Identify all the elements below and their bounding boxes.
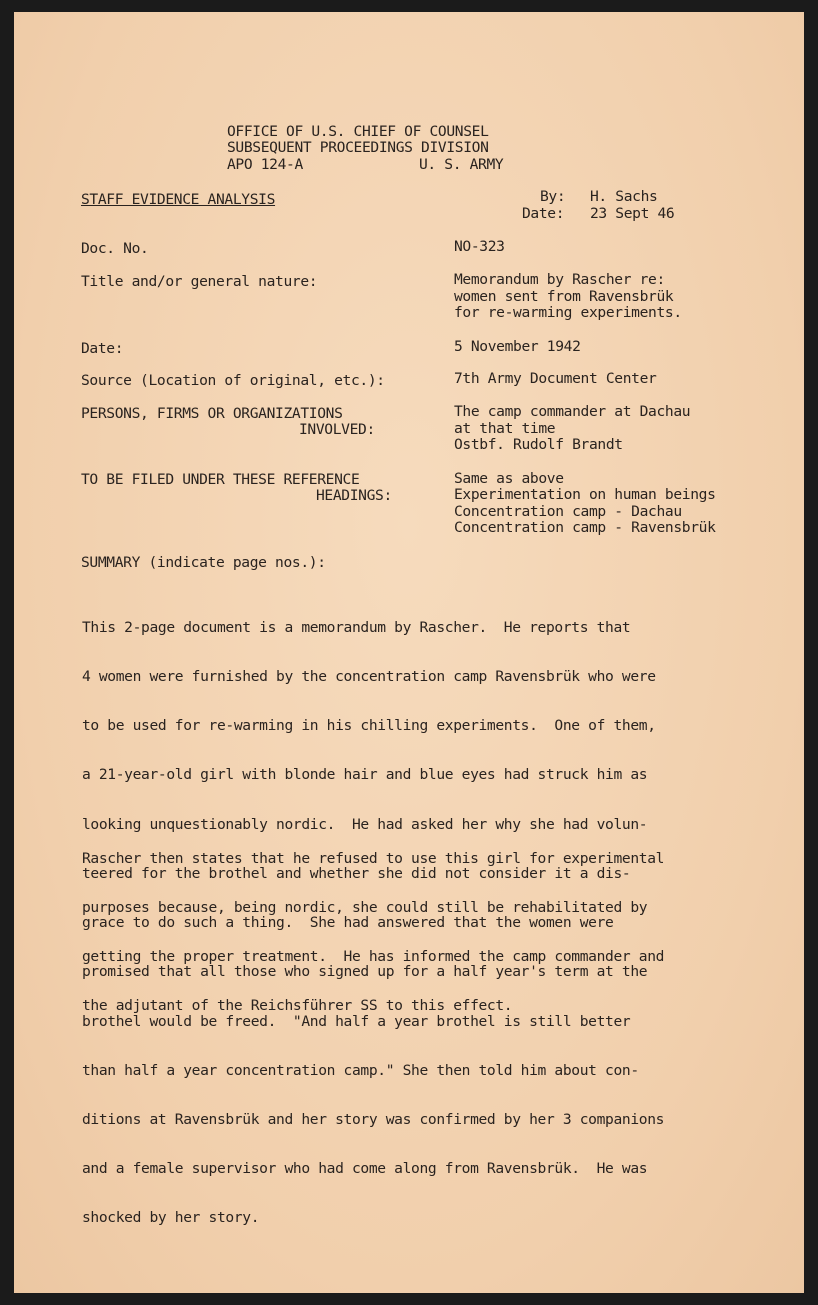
header-office: OFFICE OF U.S. CHIEF OF COUNSEL: [227, 123, 489, 140]
summary-paragraph-2: [82, 815, 782, 1048]
header-army: U. S. ARMY: [419, 156, 504, 173]
source-label: Source (Location of original, etc.):: [81, 372, 385, 389]
persons-value-line: Ostbf. Rudolf Brandt: [454, 436, 623, 453]
filed-value-line: Concentration camp - Dachau: [454, 503, 682, 520]
title-value-line: Memorandum by Rascher re:: [454, 271, 665, 288]
doc-no-label: Doc. No.: [81, 240, 149, 257]
summary-line: the adjutant of the Reichsführer SS to this effect.: [82, 997, 513, 1015]
date-value: 23 Sept 46: [590, 205, 675, 222]
summary-line: teered for the brothel and whether she did not consider it a dis-: [82, 864, 631, 882]
title-label: Title and/or general nature:: [81, 273, 318, 290]
filed-value-line: Experimentation on human beings: [454, 486, 716, 503]
document-page: [14, 12, 804, 1293]
summary-line: to be used for re-warming in his chilling experiments. One of them,: [82, 717, 656, 735]
filed-label: TO BE FILED UNDER THESE REFERENCE: [81, 471, 360, 488]
filed-value-line: Same as above: [454, 470, 564, 487]
summary-line: and a female supervisor who had come along from Ravensbrük. He was: [82, 1160, 648, 1178]
summary-line: shocked by her story.: [82, 1209, 260, 1227]
persons-label-involved: INVOLVED:: [299, 421, 375, 438]
header-division: SUBSEQUENT PROCEEDINGS DIVISION: [227, 139, 489, 156]
summary-line: 4 women were furnished by the concentration camp Ravensbrük who were: [82, 668, 656, 686]
filed-value-line: Concentration camp - Ravensbrük: [454, 519, 716, 536]
persons-label: PERSONS, FIRMS OR ORGANIZATIONS: [81, 405, 343, 422]
analysis-title: STAFF EVIDENCE ANALYSIS: [81, 191, 276, 208]
date-label: Date:: [522, 205, 565, 222]
by-value: H. Sachs: [590, 188, 658, 205]
summary-line: grace to do such a thing. She had answered that the women were: [82, 914, 614, 932]
summary-line: brothel would be freed. "And half a year brothel is still better: [82, 1012, 631, 1030]
by-label: By:: [540, 188, 566, 205]
summary-line: promised that all those who signed up for a half year's term at the: [82, 963, 648, 981]
doc-date-label: Date:: [81, 340, 124, 357]
doc-date-value: 5 November 1942: [454, 338, 581, 355]
persons-value-line: The camp commander at Dachau: [454, 403, 691, 420]
source-value: 7th Army Document Center: [454, 370, 657, 387]
summary-line: a 21-year-old girl with blonde hair and blue eyes had struck him as: [82, 766, 648, 784]
doc-no-value: NO-323: [454, 238, 505, 255]
filed-label-headings: HEADINGS:: [316, 487, 392, 504]
summary-line: getting the proper treatment. He has informed the camp commander and: [82, 948, 665, 966]
header-apo: APO 124-A: [227, 156, 303, 173]
summary-line: ditions at Ravensbrük and her story was confirmed by her 3 companions: [82, 1111, 665, 1128]
summary-line: purposes because, being nordic, she could still be rehabilitated by: [82, 899, 648, 917]
summary-line: than half a year concentration camp." She then told him about con-: [82, 1061, 639, 1079]
title-value-line: women sent from Ravensbrük: [454, 288, 674, 305]
persons-value-line: at that time: [454, 420, 556, 437]
summary-line: Rascher then states that he refused to use this girl for experimental: [82, 849, 665, 867]
summary-line: looking unquestionably nordic. He had asked her why she had volun-: [82, 815, 648, 833]
summary-heading: SUMMARY (indicate page nos.):: [81, 554, 326, 571]
summary-line: This 2-page document is a memorandum by Rascher. He reports that: [82, 618, 631, 636]
title-value-line: for re-warming experiments.: [454, 304, 682, 321]
